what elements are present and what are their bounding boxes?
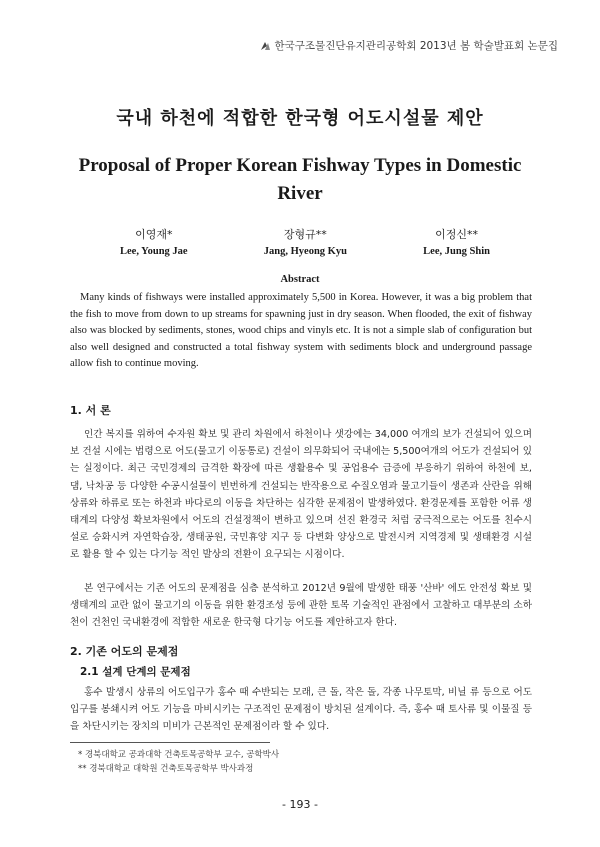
author-1 — [120, 226, 188, 260]
abstract-text: Many kinds of fishways were installed approximately 5,500 in Korea. However, it was a big problem that the fish to move from down to up streams for spawning just in dry season. When flooded, the exit of fishway also was blocked by sediments, stones, wood chips and vinyls etc. It is not a simple slab of configuration but also well designed and constructed a total fishway system with sediments block and underground passage allow fish to continue moving. — [70, 292, 532, 369]
author-2-english: Jang, Hyeong Kyu — [263, 246, 347, 257]
section-2-1-heading: 2.1 설계 단계의 문제점 — [80, 666, 191, 678]
page-number: - 193 - — [282, 798, 318, 811]
running-header — [260, 38, 558, 53]
author-2-korean: 장형규** — [283, 228, 327, 241]
section-1-heading: 1. 서 론 — [70, 404, 111, 417]
section-1-paragraph-1: 인간 복지를 위하여 수자원 확보 및 관리 차원에서 하천이나 샛강에는 34,000 여개의 보가 건설되어 있으며 보 건설 시에는 법령으로 어도(물고기 이동통로) 건설이 의무화되어 국내에는 5,500여개의 어도가 건설되어 있는 실정이다. 최근 국민경제의 급격한 확장에 따른 생활용수 및 공업용수 급증에 부응하기 위하여 하천에 보, 댐, 낙차공 등 다양한 수공시설물이 빈번하게 건설되는 반작용으로 수질오염과 물고기들이 생존과 산란을 위해 상류와 하류로 또는 하천과 바다로의 이동을 차단하는 심각한 문제점이 발생하였다. 환경문제를 포함한 어류 생태계의 다양성 확보차원에서 어도의 건설정책이 변하고 있으며 선진 환경국 처럼 궁극적으로는 어도를 친수시설로 승화시켜 자연학습장, 생태공원, 국민휴양 지구 등 다변화 양상으로 발전시켜 지역경제 및 생태환경 시설로 활용 할 수 있는 다기능 적인 발상의 전환이 요구되는 시점이다. — [70, 429, 532, 561]
footnotes — [78, 748, 279, 776]
section-2-heading: 2. 기존 어도의 문제점 — [70, 645, 179, 658]
author-1-korean: 이영재* — [135, 228, 173, 241]
society-logo-icon — [260, 40, 271, 51]
section-1-paragraph-2: 본 연구에서는 기존 어도의 문제점을 심층 분석하고 2012년 9월에 발생한 태풍 '산바' 에도 안전성 확보 및 생태계의 교란 없이 물고기의 이동을 위한 환경조성 등에 관한 토목 기술적인 관점에서 고찰하고 대부분의 소하천이 건천인 국내환경에 적합한 새로운 한국형 다기능 어도를 제안하고자 한다. — [70, 583, 532, 629]
author-1-english: Lee, Young Jae — [120, 246, 188, 257]
abstract-heading: Abstract — [280, 274, 320, 285]
author-list — [120, 226, 490, 260]
running-header-text: 한국구조물진단유지관리공학회 2013년 봄 학술발표회 논문집 — [274, 40, 558, 52]
title-english: Proposal of Proper Korean Fishway Types in Domestic River — [78, 155, 522, 204]
footnote-divider — [70, 742, 270, 743]
author-3-korean: 이정신** — [435, 228, 479, 241]
author-2 — [264, 226, 347, 260]
footnote-1: * 경북대학교 공과대학 건축토목공학부 교수, 공학박사 — [78, 750, 280, 760]
section-2-1-paragraph-1: 홍수 발생시 상류의 어도입구가 홍수 때 수반되는 모래, 큰 돌, 작은 돌, 각종 나무토막, 비닐 류 등으로 어도 입구를 봉쇄시켜 어도 기능을 마비시키는 구조적인 문제점이 방치된 설계이다. 즉, 홍수 때 토사류 및 이물질 등을 차단시키는 장치의 미비가 근본적인 문제점이라 할 수 있다. — [70, 687, 532, 733]
title-korean: 국내 하천에 적합한 한국형 어도시설물 제안 — [116, 108, 484, 129]
author-3-english: Lee, Jung Shin — [423, 246, 490, 257]
footnote-2: ** 경북대학교 대학원 건축토목공학부 박사과정 — [78, 764, 254, 774]
author-3 — [423, 226, 490, 260]
